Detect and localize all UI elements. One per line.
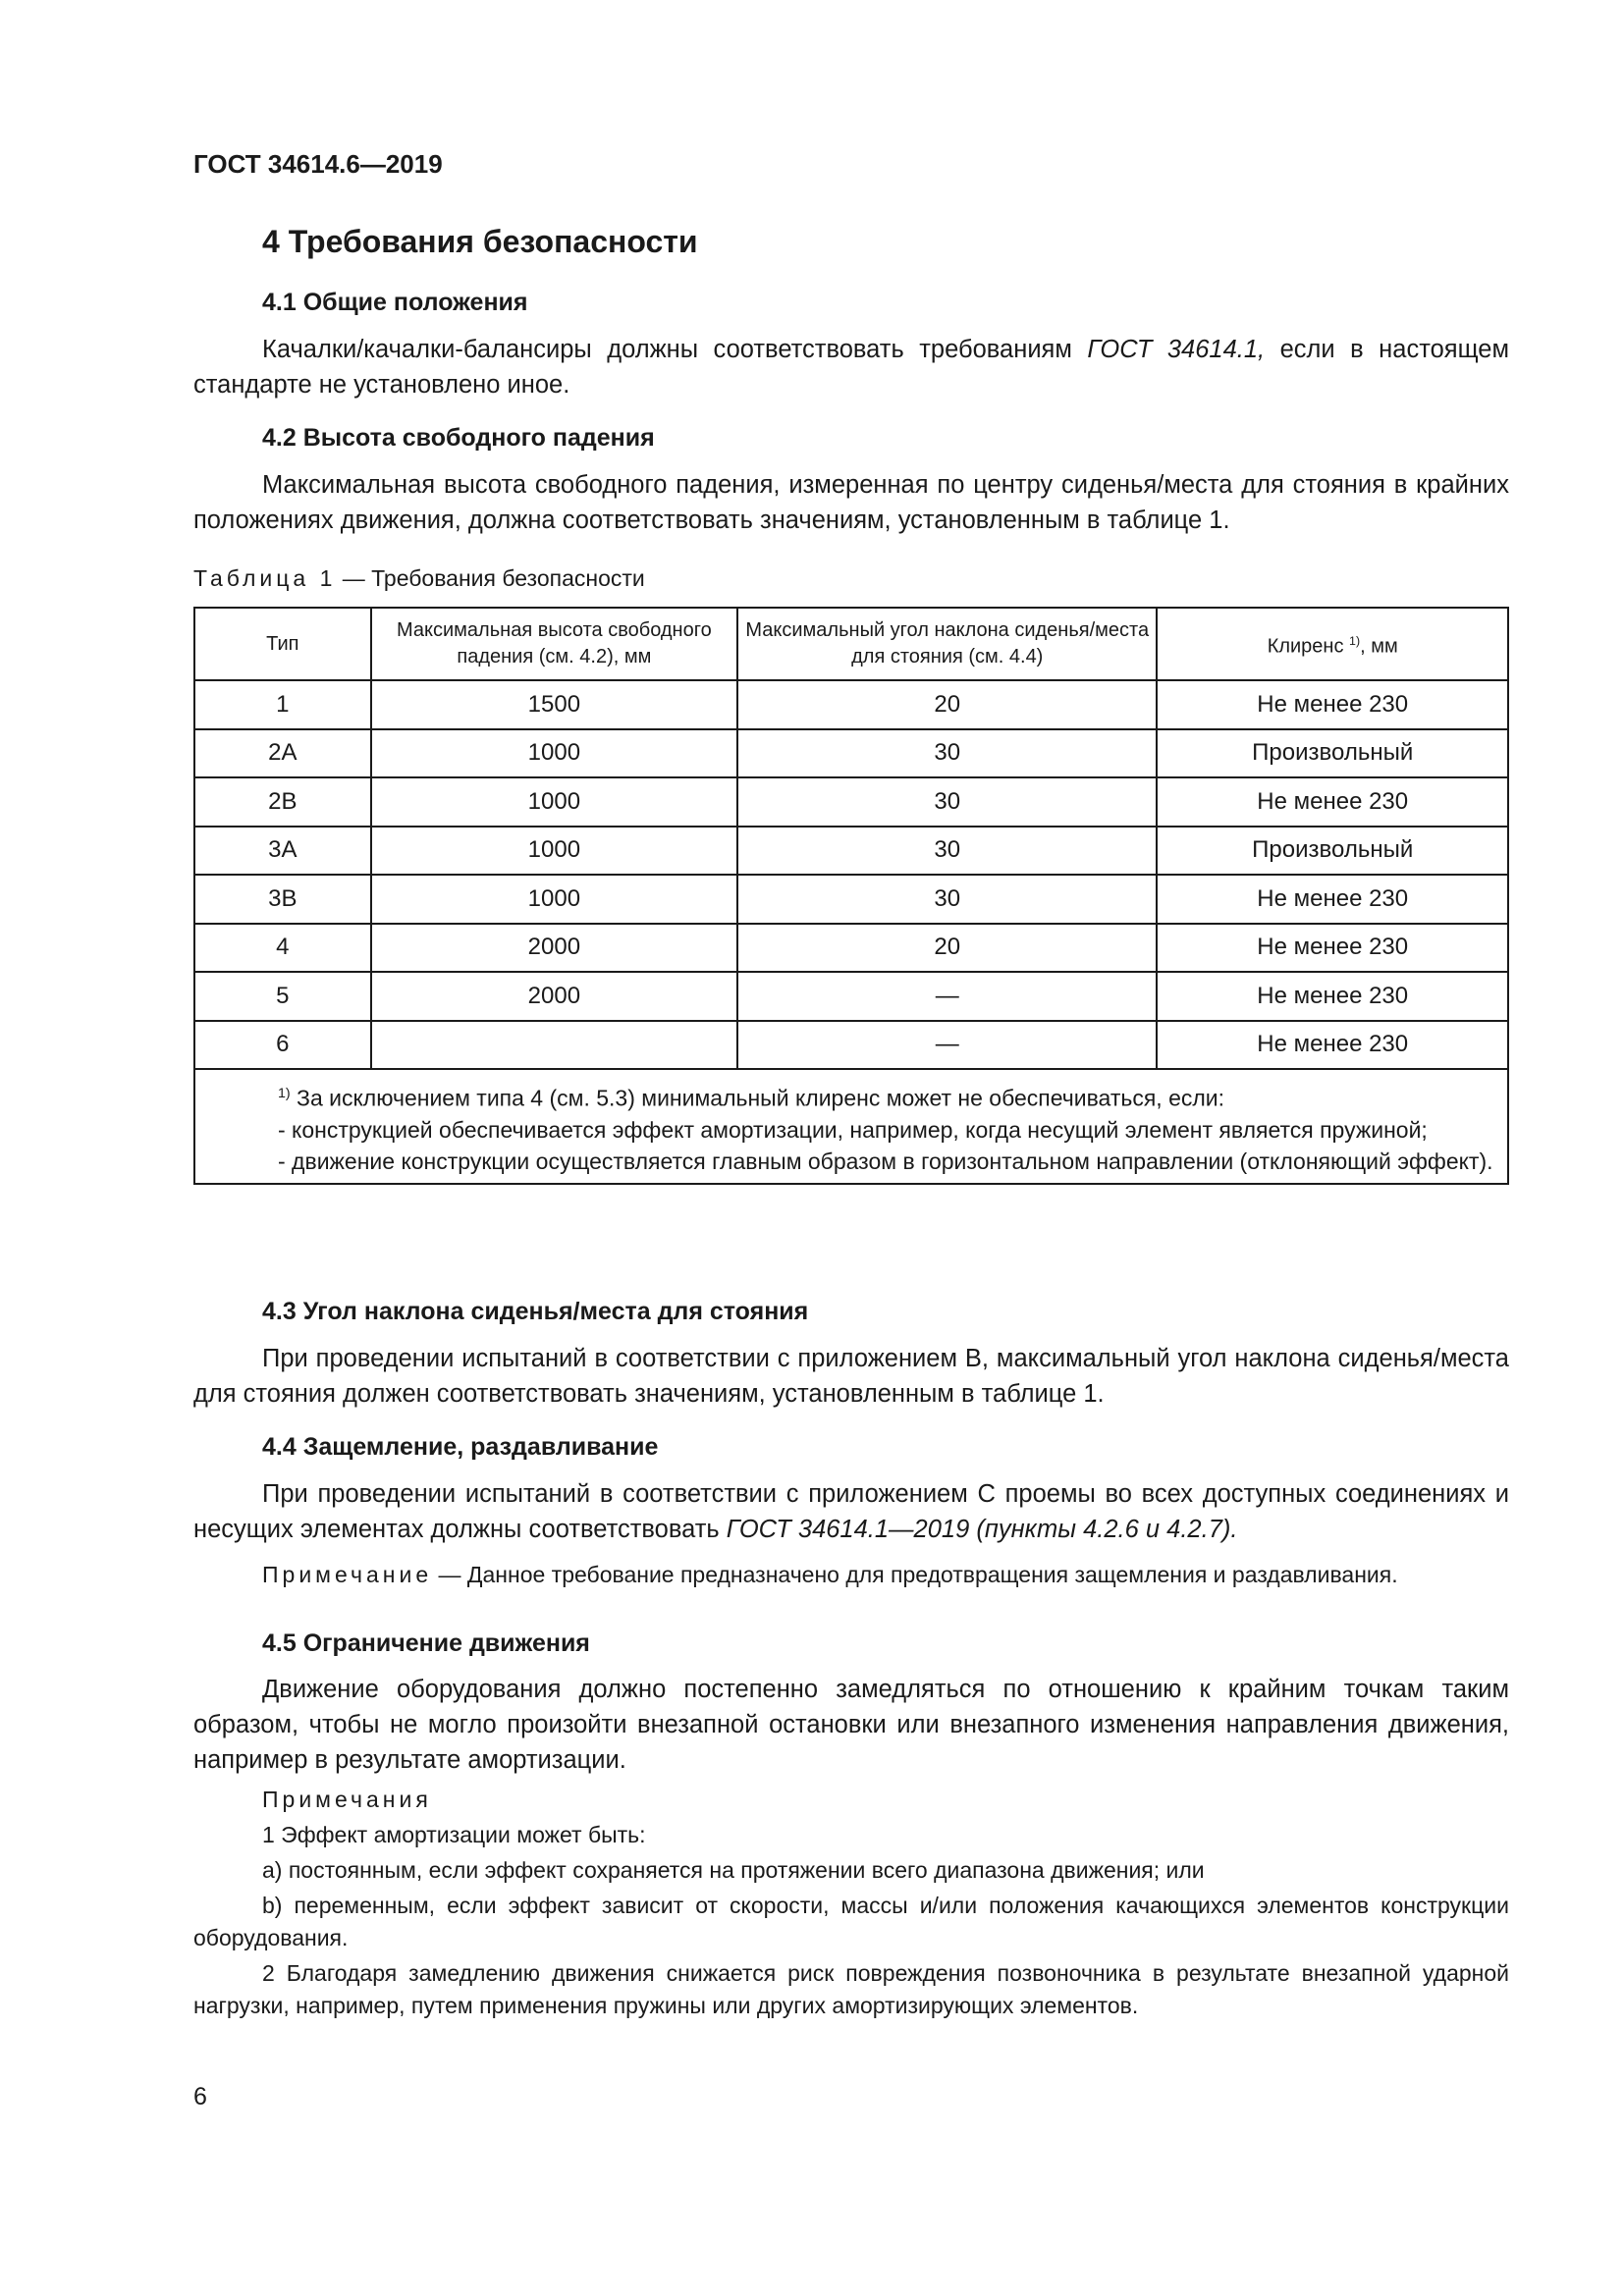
cell-type: 6 [194, 1021, 371, 1070]
section-4-5-text: Движение оборудования должно постепенно замедляться по отношению к крайним точкам таким образом, чтобы не могло произойти внезапной остановки или внезапного изменения направления движения, например в результате амортизации. [193, 1676, 1509, 1774]
table-row [194, 972, 1508, 1021]
table-row [194, 1021, 1508, 1070]
cell-fall-height: 1500 [371, 680, 737, 729]
table-header-row [194, 608, 1508, 680]
note-item: b) переменным, если эффект зависит от скорости, массы и/или положения качающихся элементов конструкции оборудования. [193, 1893, 1509, 1950]
note-item: 1 Эффект амортизации может быть: [262, 1822, 646, 1847]
section-4-4-title: 4.4 Защемление, раздавливание [262, 1433, 659, 1461]
cell-fall-height [371, 1021, 737, 1070]
section-4-5-notes [193, 1784, 1509, 2022]
cell-type: 3А [194, 827, 371, 876]
header-tilt-angle: Максимальный угол наклона сиденья/места для стояния (см. 4.4) [737, 608, 1157, 680]
table-row [194, 777, 1508, 827]
cell-fall-height: 2000 [371, 924, 737, 973]
cell-clearance: Не менее 230 [1157, 680, 1508, 729]
header-fall-height: Максимальная высота свободного падения (см. 4.2), мм [371, 608, 737, 680]
table-row [194, 680, 1508, 729]
cell-type: 2А [194, 729, 371, 778]
section-4-title: 4 Требования безопасности [262, 224, 698, 259]
section-4-1-text: Качалки/качалки-балансиры должны соответствовать требованиям ГОСТ 34614.1, если в настоящем стандарте не установлено иное. [193, 336, 1509, 399]
page-number: 6 [193, 2083, 207, 2110]
section-4-1-title: 4.1 Общие положения [262, 289, 528, 316]
cell-fall-height: 1000 [371, 827, 737, 876]
cell-tilt-angle: 20 [737, 680, 1157, 729]
cell-clearance: Не менее 230 [1157, 777, 1508, 827]
gost-reference: ГОСТ 34614.1—2019 (пункты 4.2.6 и 4.2.7). [726, 1516, 1238, 1543]
header-clearance: Клиренс $^{1)}$, мм [1157, 608, 1508, 680]
cell-clearance: Не менее 230 [1157, 972, 1508, 1021]
cell-tilt-angle: 30 [737, 875, 1157, 924]
cell-fall-height: 1000 [371, 875, 737, 924]
cell-clearance: Не менее 230 [1157, 875, 1508, 924]
cell-type: 2В [194, 777, 371, 827]
footnote-line: - движение конструкции осуществляется главным образом в горизонтальном направлении (отклоняющий эффект). [278, 1148, 1493, 1174]
section-4-5-title: 4.5 Ограничение движения [262, 1629, 590, 1657]
standard-number: ГОСТ 34614.6—2019 [193, 149, 443, 179]
cell-fall-height: 2000 [371, 972, 737, 1021]
footnote-line: $^{1)}$ За исключением типа 4 (см. 5.3) минимальный клиренс может не обеспечиваться, если: [278, 1085, 1225, 1111]
table-row [194, 875, 1508, 924]
cell-type: 3В [194, 875, 371, 924]
cell-clearance: Не менее 230 [1157, 924, 1508, 973]
header-type: Тип [194, 608, 371, 680]
cell-tilt-angle: 30 [737, 729, 1157, 778]
footnote-line: - конструкцией обеспечивается эффект амортизации, например, когда несущий элемент является пружиной; [278, 1116, 1428, 1143]
cell-type: 4 [194, 924, 371, 973]
section-4-2-text: Максимальная высота свободного падения, измеренная по центру сиденья/места для стояния в крайних положениях движения, должна соответствовать значениям, установленным в таблице 1. [193, 471, 1509, 534]
cell-tilt-angle: — [737, 1021, 1157, 1070]
cell-type: 1 [194, 680, 371, 729]
section-4-3-title: 4.3 Угол наклона сиденья/места для стояния [262, 1298, 809, 1325]
table-row [194, 924, 1508, 973]
cell-tilt-angle: 20 [737, 924, 1157, 973]
cell-clearance: Произвольный [1157, 729, 1508, 778]
section-4-2-title: 4.2 Высота свободного падения [262, 424, 655, 452]
cell-type: 5 [194, 972, 371, 1021]
cell-tilt-angle: — [737, 972, 1157, 1021]
safety-requirements-table [193, 607, 1509, 1185]
cell-tilt-angle: 30 [737, 777, 1157, 827]
section-4-4-text: При проведении испытаний в соответствии с приложением С проемы во всех доступных соединениях и несущих элементах должны соответствовать ГОСТ 34614.1—2019 (пункты 4.2.6 и 4.2.7). [193, 1480, 1509, 1543]
cell-clearance: Не менее 230 [1157, 1021, 1508, 1070]
note-item: 2 Благодаря замедлению движения снижается риск повреждения позвоночника в результате внезапной ударной нагрузки, например, путем применения пружины или других амортизирующих элементов. [193, 1960, 1509, 2018]
section-4-4-note: Примечание — Данное требование предназначено для предотвращения защемления и раздавливания. [262, 1562, 1398, 1587]
table-row [194, 729, 1508, 778]
cell-fall-height: 1000 [371, 729, 737, 778]
cell-tilt-angle: 30 [737, 827, 1157, 876]
note-item: a) постоянным, если эффект сохраняется на протяжении всего диапазона движения; или [262, 1857, 1205, 1883]
cell-clearance: Произвольный [1157, 827, 1508, 876]
table-footnote [194, 1069, 1508, 1184]
table-caption: Таблица 1 — Требования безопасности [193, 565, 645, 591]
table-footnote-row [194, 1069, 1508, 1184]
gost-reference: ГОСТ 34614.1, [1087, 336, 1266, 363]
table-row [194, 827, 1508, 876]
cell-fall-height: 1000 [371, 777, 737, 827]
section-4-3-text: При проведении испытаний в соответствии с приложением В, максимальный угол наклона сиденья/места для стояния должен соответствовать значениям, установленным в таблице 1. [193, 1345, 1509, 1408]
notes-label: Примечания [262, 1787, 432, 1812]
